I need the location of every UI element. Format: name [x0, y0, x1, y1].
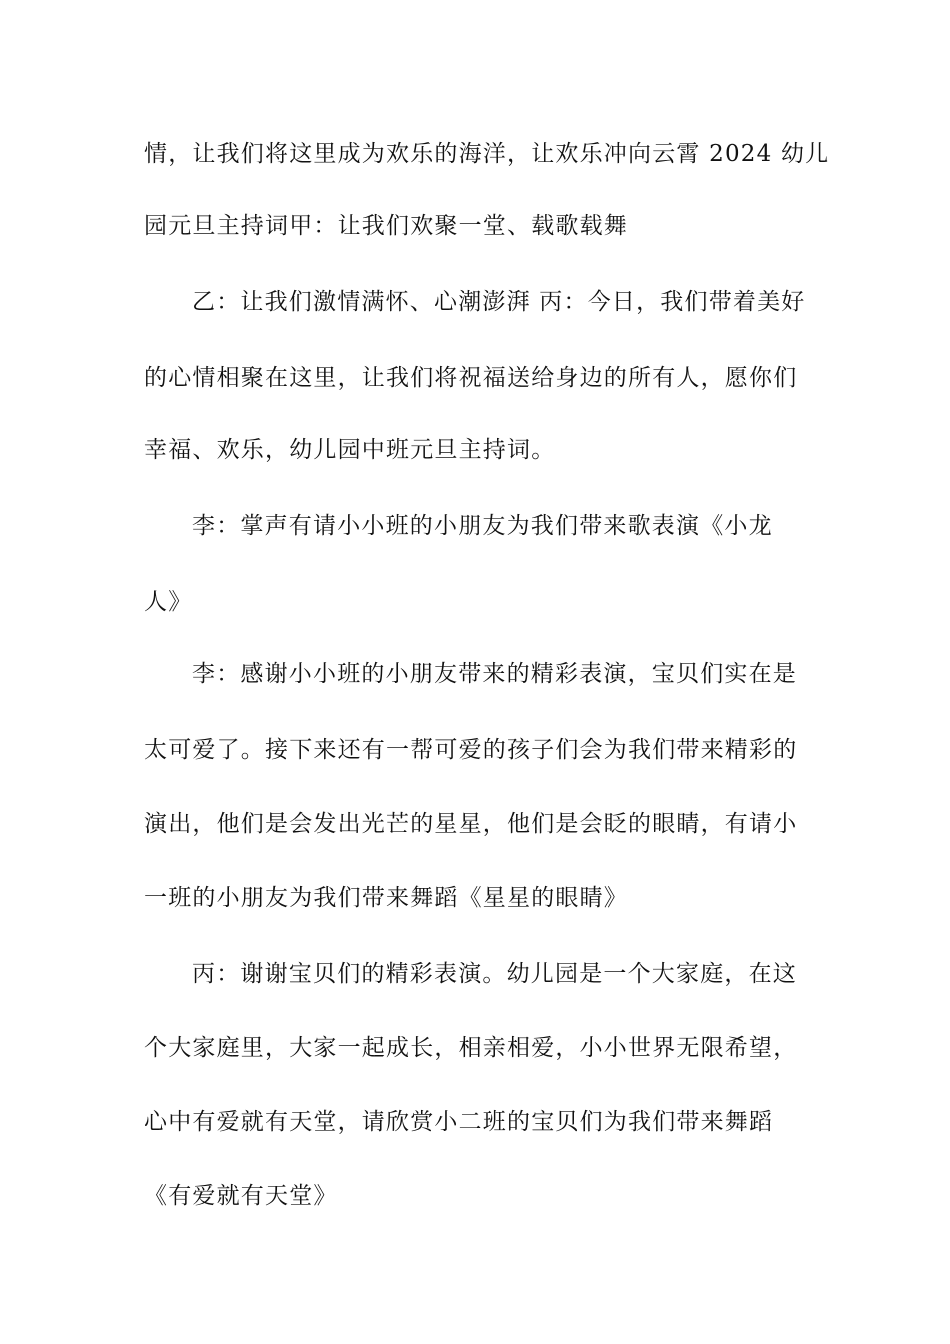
text-line: 一班的小朋友为我们带来舞蹈《星星的眼睛》: [144, 885, 628, 911]
text-line: 情，让我们将这里成为欢乐的海洋，让欢乐冲向云霄 2024 幼儿: [144, 141, 830, 167]
text-line: 园元旦主持词甲：让我们欢聚一堂、载歌载舞: [144, 213, 628, 239]
paragraph-start-line: 李：感谢小小班的小朋友带来的精彩表演，宝贝们实在是: [192, 661, 797, 687]
paragraph-start-line: 乙：让我们激情满怀、心潮澎湃 丙：今日，我们带着美好: [192, 289, 806, 315]
paragraph-start-line: 李：掌声有请小小班的小朋友为我们带来歌表演《小龙: [192, 513, 773, 539]
text-line: 幸福、欢乐，幼儿园中班元旦主持词。: [144, 437, 556, 463]
text-line: 太可爱了。接下来还有一帮可爱的孩子们会为我们带来精彩的: [144, 737, 798, 763]
text-line: 人》: [144, 589, 193, 615]
text-line: 《有爱就有天堂》: [144, 1183, 338, 1209]
paragraph-start-line: 丙：谢谢宝贝们的精彩表演。幼儿园是一个大家庭，在这: [192, 961, 797, 987]
text-line: 心中有爱就有天堂，请欣赏小二班的宝贝们为我们带来舞蹈: [144, 1109, 774, 1135]
text-line: 的心情相聚在这里，让我们将祝福送给身边的所有人，愿你们: [144, 365, 798, 391]
text-line: 个大家庭里，大家一起成长，相亲相爱，小小世界无限希望，: [144, 1035, 798, 1061]
text-line: 演出，他们是会发出光芒的星星，他们是会眨的眼睛，有请小: [144, 811, 798, 837]
